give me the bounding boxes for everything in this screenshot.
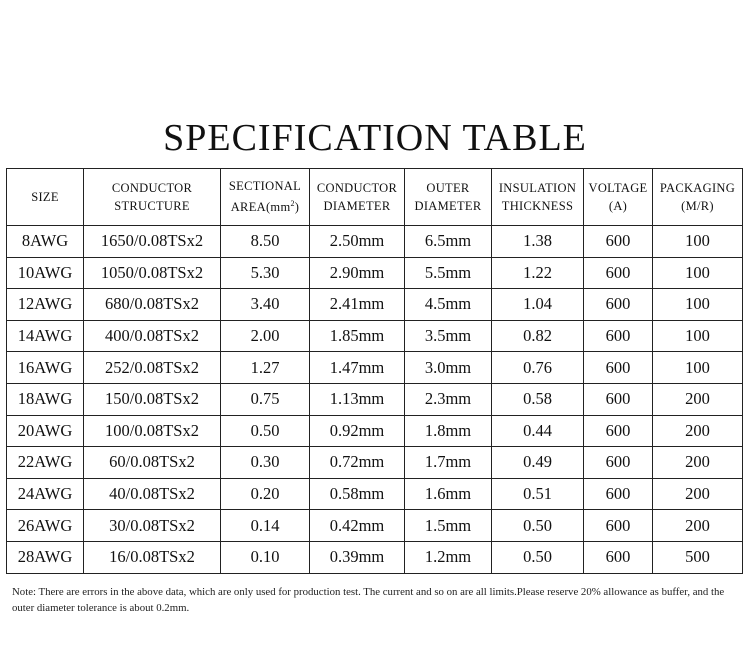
cell-outer-diameter: 1.5mm [405,510,492,542]
cell-packaging: 100 [653,320,743,352]
header-insulation-thickness: INSULATION THICKNESS [492,169,584,226]
cell-conductor-structure: 400/0.08TSx2 [84,320,221,352]
cell-conductor-diameter: 0.58mm [310,478,405,510]
table-row [7,415,743,447]
cell-size: 14AWG [7,320,84,352]
cell-insulation-thickness: 1.04 [492,289,584,321]
cell-conductor-diameter: 0.42mm [310,510,405,542]
cell-outer-diameter: 5.5mm [405,257,492,289]
cell-insulation-thickness: 0.50 [492,541,584,573]
table-row [7,320,743,352]
cell-sectional-area: 0.75 [221,383,310,415]
table-row [7,352,743,384]
cell-outer-diameter: 2.3mm [405,383,492,415]
cell-packaging: 100 [653,289,743,321]
cell-insulation-thickness: 0.58 [492,383,584,415]
table-row [7,447,743,479]
cell-size: 12AWG [7,289,84,321]
cell-insulation-thickness: 0.51 [492,478,584,510]
table-row [7,257,743,289]
cell-conductor-diameter: 2.41mm [310,289,405,321]
cell-size: 8AWG [7,226,84,258]
cell-size: 20AWG [7,415,84,447]
header-size: SIZE [7,169,84,226]
cell-size: 22AWG [7,447,84,479]
cell-size: 24AWG [7,478,84,510]
table-row [7,383,743,415]
cell-insulation-thickness: 0.50 [492,510,584,542]
cell-conductor-structure: 252/0.08TSx2 [84,352,221,384]
cell-voltage: 600 [584,541,653,573]
cell-outer-diameter: 6.5mm [405,226,492,258]
cell-size: 18AWG [7,383,84,415]
cell-outer-diameter: 1.7mm [405,447,492,479]
table-row [7,478,743,510]
cell-insulation-thickness: 1.22 [492,257,584,289]
cell-voltage: 600 [584,447,653,479]
cell-voltage: 600 [584,383,653,415]
cell-size: 28AWG [7,541,84,573]
cell-packaging: 100 [653,226,743,258]
header-conductor-structure: CONDUCTOR STRUCTURE [84,169,221,226]
header-voltage: VOLTAGE (A) [584,169,653,226]
cell-packaging: 200 [653,415,743,447]
cell-outer-diameter: 1.2mm [405,541,492,573]
cell-conductor-diameter: 2.50mm [310,226,405,258]
cell-voltage: 600 [584,510,653,542]
cell-voltage: 600 [584,289,653,321]
cell-sectional-area: 0.20 [221,478,310,510]
cell-size: 26AWG [7,510,84,542]
table-row [7,541,743,573]
header-packaging: PACKAGING (M/R) [653,169,743,226]
cell-sectional-area: 5.30 [221,257,310,289]
cell-conductor-structure: 1650/0.08TSx2 [84,226,221,258]
cell-conductor-diameter: 2.90mm [310,257,405,289]
specification-table [6,168,743,574]
cell-insulation-thickness: 0.76 [492,352,584,384]
cell-size: 10AWG [7,257,84,289]
cell-packaging: 100 [653,352,743,384]
cell-sectional-area: 0.30 [221,447,310,479]
cell-packaging: 100 [653,257,743,289]
cell-outer-diameter: 3.5mm [405,320,492,352]
cell-conductor-diameter: 0.92mm [310,415,405,447]
cell-conductor-structure: 1050/0.08TSx2 [84,257,221,289]
cell-voltage: 600 [584,257,653,289]
cell-sectional-area: 2.00 [221,320,310,352]
cell-outer-diameter: 1.6mm [405,478,492,510]
cell-voltage: 600 [584,478,653,510]
cell-voltage: 600 [584,352,653,384]
cell-sectional-area: 8.50 [221,226,310,258]
footnote: Note: There are errors in the above data, which are only used for production test. The current and so on are all limits.Please reserve 20% allowance as buffer, and the outer diameter tolerance is about 0.2mm. [12,586,725,614]
cell-conductor-structure: 680/0.08TSx2 [84,289,221,321]
cell-conductor-structure: 40/0.08TSx2 [84,478,221,510]
cell-packaging: 200 [653,447,743,479]
table-row [7,226,743,258]
cell-insulation-thickness: 1.38 [492,226,584,258]
cell-sectional-area: 0.14 [221,510,310,542]
cell-conductor-structure: 16/0.08TSx2 [84,541,221,573]
table-row [7,510,743,542]
cell-sectional-area: 3.40 [221,289,310,321]
cell-outer-diameter: 1.8mm [405,415,492,447]
header-outer-diameter: OUTER DIAMETER [405,169,492,226]
cell-conductor-diameter: 1.47mm [310,352,405,384]
cell-sectional-area: 0.10 [221,541,310,573]
cell-conductor-structure: 150/0.08TSx2 [84,383,221,415]
header-conductor-diameter: CONDUCTOR DIAMETER [310,169,405,226]
cell-packaging: 200 [653,383,743,415]
cell-conductor-structure: 60/0.08TSx2 [84,447,221,479]
cell-packaging: 200 [653,510,743,542]
cell-packaging: 500 [653,541,743,573]
cell-conductor-diameter: 0.72mm [310,447,405,479]
cell-conductor-diameter: 0.39mm [310,541,405,573]
header-sectional-area: SECTIONAL $AREA(mm^2)$ [221,169,310,226]
cell-sectional-area: 0.50 [221,415,310,447]
header-row [7,169,743,226]
cell-insulation-thickness: 0.44 [492,415,584,447]
cell-size: 16AWG [7,352,84,384]
cell-packaging: 200 [653,478,743,510]
cell-insulation-thickness: 0.49 [492,447,584,479]
cell-conductor-diameter: 1.85mm [310,320,405,352]
cell-voltage: 600 [584,226,653,258]
table-body [7,226,743,574]
cell-voltage: 600 [584,320,653,352]
cell-conductor-diameter: 1.13mm [310,383,405,415]
cell-conductor-structure: 100/0.08TSx2 [84,415,221,447]
cell-outer-diameter: 3.0mm [405,352,492,384]
page-title: SPECIFICATION TABLE [163,117,587,159]
cell-conductor-structure: 30/0.08TSx2 [84,510,221,542]
cell-sectional-area: 1.27 [221,352,310,384]
cell-outer-diameter: 4.5mm [405,289,492,321]
table-row [7,289,743,321]
cell-voltage: 600 [584,415,653,447]
cell-insulation-thickness: 0.82 [492,320,584,352]
